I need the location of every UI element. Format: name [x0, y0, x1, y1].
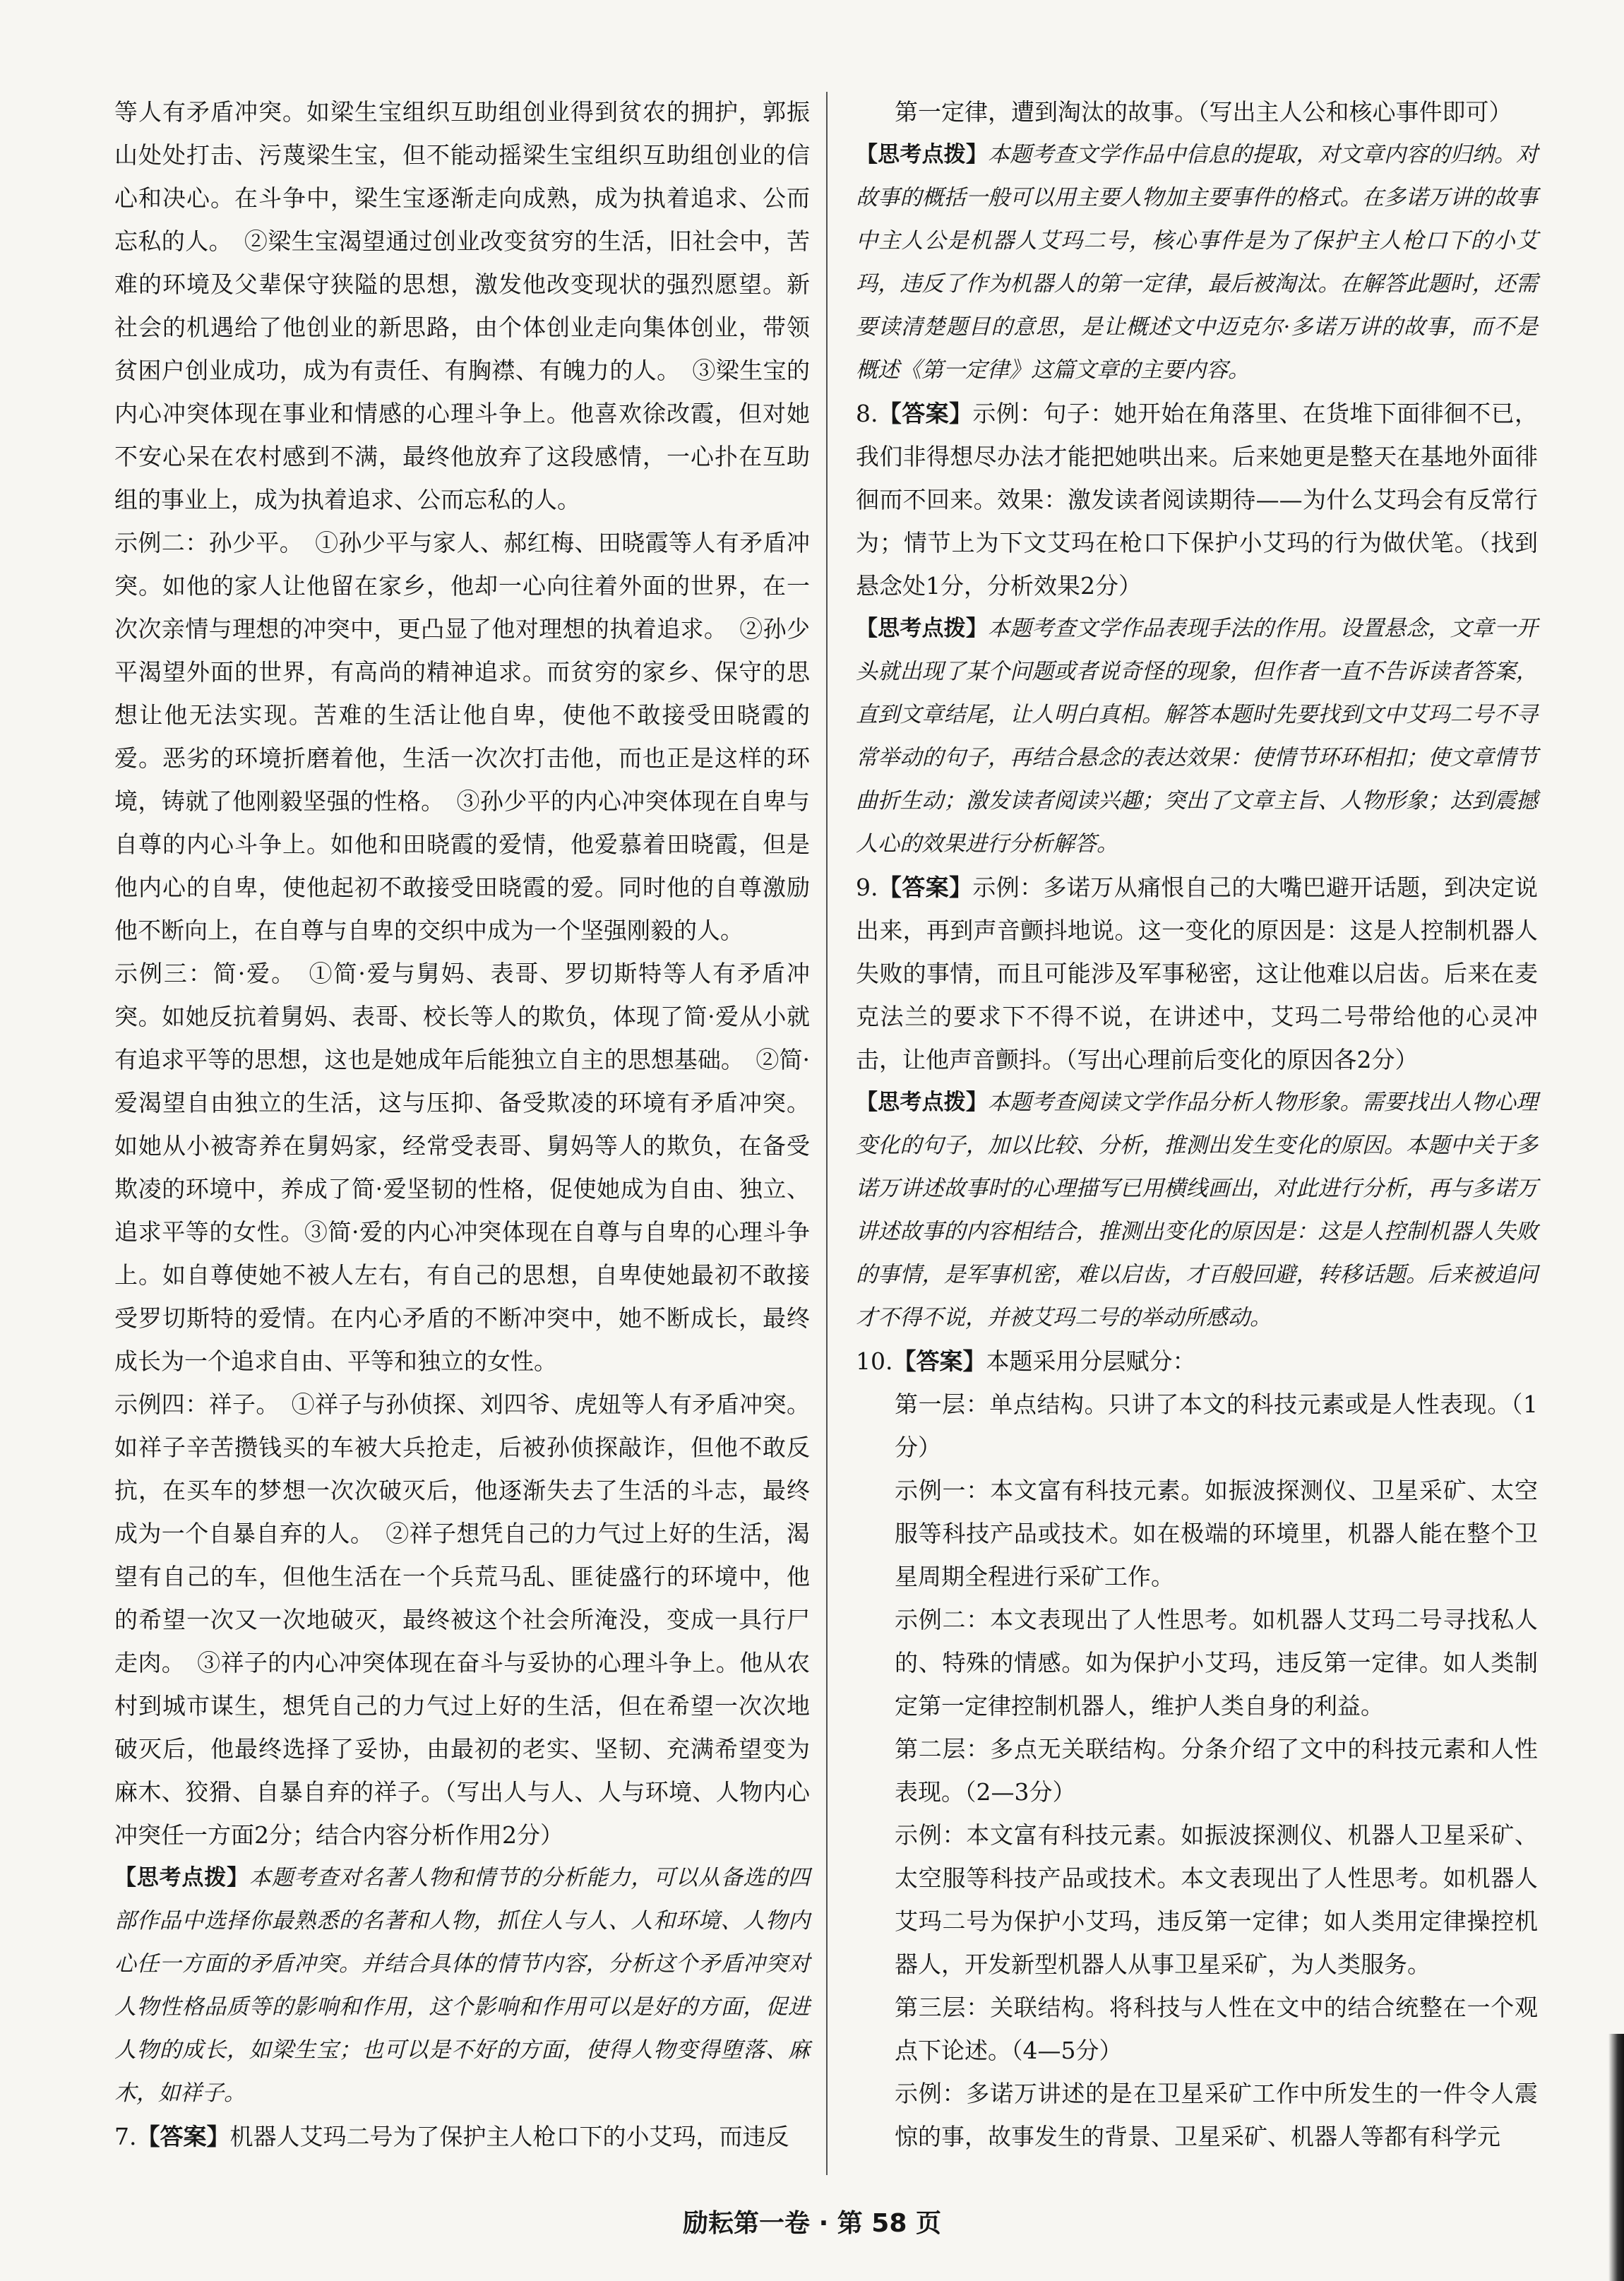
thinking-hint-6: [114, 1857, 810, 2115]
hint-text: 本题考查阅读文学作品分析人物形象。需要找出人物心理变化的句子，加以比较、分析，推测出发生变化的原因。本题中关于多诺万讲述故事时的心理描写已用横线画出，对此进行分析，再与多诺万讲述故事的内容相结合，推测出变化的原因是：这是人控制机器人失败的事情，是军事机密，难以启齿，才百般回避，转移话题。后来被追问才不得不说，并被艾玛二号的举动所感动。: [856, 1090, 1538, 1330]
column-divider: [826, 92, 828, 2175]
hint-tag: 【思考点拨】: [114, 1865, 249, 1890]
level-one-example-two: 示例二：本文表现出了人性思考。如机器人艾玛二号寻找私人的、特殊的情感。如为保护小艾玛，违反第一定律。如人类制定第一定律控制机器人，维护人类自身的利益。: [895, 1606, 1538, 1720]
answer-text: 本题采用分层赋分：: [986, 1347, 1196, 1375]
left-column: [114, 90, 810, 2158]
scan-edge-shadow: [1608, 2034, 1624, 2281]
answer-7: [114, 2115, 810, 2158]
answer-10: [856, 1340, 1538, 1383]
hint-tag: 【思考点拨】: [856, 142, 988, 167]
answer-text: 示例：句子：她开始在角落里、在货堆下面徘徊不已，我们非得想尽办法才能把她哄出来。后来她更是整天在基地外面徘徊而不回来。效果：激发读者阅读期待——为什么艾玛会有反常行为；情节上为下文艾玛在枪口下保护小艾玛的行为做伏笔。（找到悬念处1分，分析效果2分）: [856, 400, 1538, 600]
hint-text: 本题考查文学作品中信息的提取，对文章内容的归纳。对故事的概括一般可以用主要人物加主要事件的格式。在多诺万讲的故事中主人公是机器人艾玛二号，核心事件是为了保护主人枪口下的小艾玛，违反了作为机器人的第一定律，最后被淘汰。在解答此题时，还需要读清楚题目的意思，是让概述文中迈克尔·多诺万讲的故事，而不是概述《第一定律》这篇文章的主要内容。: [856, 142, 1538, 383]
answer-tag: 【答案】: [892, 1347, 986, 1375]
answer-tag: 【答案】: [878, 400, 973, 427]
answer-text: 机器人艾玛二号为了保护主人枪口下的小艾玛，而违反: [229, 2123, 789, 2150]
hint-text: 本题考查文学作品表现手法的作用。设置悬念，文章一开头就出现了某个问题或者说奇怪的现象，但作者一直不告诉读者答案，直到文章结尾，让人明白真相。解答本题时先要找到文中艾玛二号不寻常举动的句子，再结合悬念的表达效果：使情节环环相扣；使文章情节曲折生动；激发读者阅读兴趣；突出了文章主旨、人物形象；达到震撼人心的效果进行分析解答。: [856, 616, 1538, 857]
level-one: 第一层：单点结构。只讲了本文的科技元素或是人性表现。（1分）: [895, 1390, 1538, 1461]
answer-8: [856, 392, 1538, 607]
example-two: 示例二：孙少平。 ①孙少平与家人、郝红梅、田晓霞等人有矛盾冲突。如他的家人让他留在家乡，他却一心向往着外面的世界，在一次次亲情与理想的冲突中，更凸显了他对理想的执着追求。 ②孙少平渴望外面的世界，有高尚的精神追求。而贫穷的家乡、保守的思想让他无法实现。苦难的生活让他自卑，使他不敢接受田晓霞的爱。恶劣的环境折磨着他，生活一次次打击他，而也正是这样的环境，铸就了他刚毅坚强的性格。 ③孙少平的内心冲突体现在自卑与自尊的内心斗争上。如他和田晓霞的爱情，他爱慕着田晓霞，但是他内心的自卑，使他起初不敢接受田晓霞的爱。同时他的自尊激励他不断向上，在自尊与自卑的交织中成为一个坚强刚毅的人。: [114, 529, 810, 944]
question-number: 7.: [114, 2123, 137, 2150]
thinking-hint-8: [856, 607, 1538, 866]
level-three: 第三层：关联结构。将科技与人性在文中的结合统整在一个观点下论述。（4—5分）: [895, 1994, 1538, 2064]
level-three-example: 示例：多诺万讲述的是在卫星采矿工作中所发生的一件令人震惊的事，故事发生的背景、卫星采矿、机器人等都有科学元: [895, 2080, 1538, 2150]
right-column: [856, 90, 1538, 2158]
answer-6-continuation: 等人有矛盾冲突。如梁生宝组织互助组创业得到贫农的拥护，郭振山处处打击、污蔑梁生宝，但不能动摇梁生宝组织互助组创业的信心和决心。在斗争中，梁生宝逐渐走向成熟，成为执着追求、公而忘私的人。 ②梁生宝渴望通过创业改变贫穷的生活，旧社会中，苦难的环境及父辈保守狭隘的思想，激发他改变现状的强烈愿望。新社会的机遇给了他创业的新思路，由个体创业走向集体创业，带领贫困户创业成功，成为有责任、有胸襟、有魄力的人。 ③梁生宝的内心冲突体现在事业和情感的心理斗争上。他喜欢徐改霞，但对她不安心呆在农村感到不满，最终他放弃了这段感情，一心扑在互助组的事业上，成为执着追求、公而忘私的人。: [114, 98, 810, 513]
thinking-hint-9: [856, 1081, 1538, 1340]
question-number: 9.: [856, 874, 878, 901]
answer-tag: 【答案】: [878, 874, 973, 901]
hint-text: 本题考查对名著人物和情节的分析能力，可以从备选的四部作品中选择你最熟悉的名著和人物，抓住人与人、人和环境、人物内心任一方面的矛盾冲突。并结合具体的情节内容，分析这个矛盾冲突对人物性格品质等的影响和作用，这个影响和作用可以是好的方面，促进人物的成长，如梁生宝；也可以是不好的方面，使得人物变得堕落、麻木，如祥子。: [114, 1865, 811, 2106]
answer-text: 示例：多诺万从痛恨自己的大嘴巴避开话题，到决定说出来，再到声音颤抖地说。这一变化的原因是：这是人控制机器人失败的事情，而且可能涉及军事秘密，这让他难以启齿。后来在麦克法兰的要求下不得不说，在讲述中，艾玛二号带给他的心灵冲击，让他声音颤抖。（写出心理前后变化的原因各2分）: [856, 874, 1538, 1073]
thinking-hint-7: [856, 133, 1538, 392]
question-number: 8.: [856, 400, 878, 427]
answer-9: [856, 866, 1538, 1081]
hint-tag: 【思考点拨】: [856, 616, 988, 641]
example-four: 示例四：祥子。 ①祥子与孙侦探、刘四爷、虎妞等人有矛盾冲突。如祥子辛苦攒钱买的车被大兵抢走，后被孙侦探敲诈，但他不敢反抗，在买车的梦想一次次破灭后，他逐渐失去了生活的斗志，最终成为一个自暴自弃的人。 ②祥子想凭自己的力气过上好的生活，渴望有自己的车，但他生活在一个兵荒马乱、匪徒盛行的环境中，他的希望一次又一次地破灭，最终被这个社会所淹没，变成一具行尸走肉。 ③祥子的内心冲突体现在奋斗与妥协的心理斗争上。他从农村到城市谋生，想凭自己的力气过上好的生活，但在希望一次次地破灭后，他最终选择了妥协，由最初的老实、坚韧、充满希望变为麻木、狡猾、自暴自弃的祥子。（写出人与人、人与环境、人物内心冲突任一方面2分；结合内容分析作用2分）: [114, 1390, 810, 1849]
answer-tag: 【答案】: [136, 2123, 230, 2150]
level-two: 第二层：多点无关联结构。分条介绍了文中的科技元素和人性表现。（2—3分）: [895, 1735, 1538, 1806]
answer-7-continuation: 第一定律，遭到淘汰的故事。（写出主人公和核心事件即可）: [895, 98, 1512, 126]
level-one-example-one: 示例一：本文富有科技元素。如振波探测仪、卫星采矿、太空服等科技产品或技术。如在极端的环境里，机器人能在整个卫星周期全程进行采矿工作。: [895, 1477, 1538, 1590]
page-footer: 励耘第一卷 · 第 58 页: [683, 2209, 941, 2238]
level-two-example: 示例：本文富有科技元素。如振波探测仪、机器人卫星采矿、太空服等科技产品或技术。本文表现出了人性思考。如机器人艾玛二号为保护小艾玛，违反第一定律；如人类用定律操控机器人，开发新型机器人从事卫星采矿，为人类服务。: [895, 1821, 1538, 1978]
question-number: 10.: [856, 1347, 893, 1375]
example-three: 示例三：简·爱。 ①简·爱与舅妈、表哥、罗切斯特等人有矛盾冲突。如她反抗着舅妈、表哥、校长等人的欺负，体现了简·爱从小就有追求平等的思想，这也是她成年后能独立自主的思想基础。 ②简·爱渴望自由独立的生活，这与压抑、备受欺凌的环境有矛盾冲突。如她从小被寄养在舅妈家，经常受表哥、舅妈等人的欺负，在备受欺凌的环境中，养成了简·爱坚韧的性格，促使她成为自由、独立、追求平等的女性。③简·爱的内心冲突体现在自尊与自卑的心理斗争上。如自尊使她不被人左右，有自己的思想，自卑使她最初不敢接受罗切斯特的爱情。在内心矛盾的不断冲突中，她不断成长，最终成长为一个追求自由、平等和独立的女性。: [114, 960, 810, 1375]
hint-tag: 【思考点拨】: [856, 1090, 988, 1115]
